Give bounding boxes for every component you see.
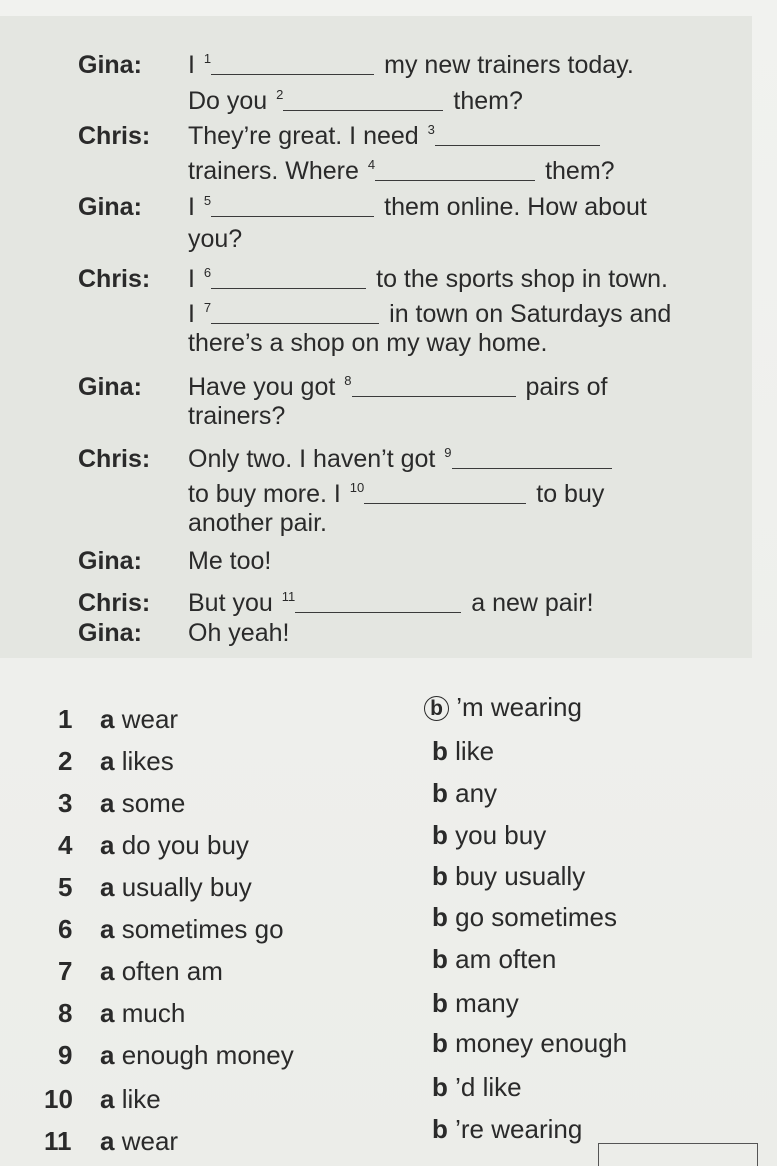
dialogue-line-15 bbox=[78, 546, 271, 576]
option-letter-a: a bbox=[100, 1084, 115, 1114]
dialogue-line-9 bbox=[188, 328, 547, 358]
option-a-text: sometimes go bbox=[121, 914, 284, 944]
line-text: I bbox=[188, 193, 202, 221]
speaker-name: Gina: bbox=[78, 373, 142, 401]
option-b-5 bbox=[432, 861, 585, 891]
line-text: I bbox=[188, 51, 202, 79]
option-a-text: do you buy bbox=[121, 830, 249, 860]
gap-number: 10 bbox=[349, 480, 365, 495]
dialogue-line-4 bbox=[188, 150, 615, 186]
speaker-name: Gina: bbox=[78, 619, 142, 647]
answer-blank-9 bbox=[452, 448, 612, 469]
option-letter-b: b bbox=[432, 988, 448, 1018]
line-text: them online. How about bbox=[384, 193, 647, 221]
option-b-9 bbox=[432, 1028, 627, 1058]
line-text: Have you got bbox=[188, 373, 343, 401]
option-letter-a: a bbox=[100, 1126, 115, 1156]
speaker-name: Chris: bbox=[78, 445, 151, 473]
option-b-6 bbox=[432, 902, 617, 932]
option-letter-b: b bbox=[432, 861, 448, 891]
option-a-text: much bbox=[121, 998, 186, 1028]
option-b-text: any bbox=[455, 778, 498, 808]
option-b-10 bbox=[432, 1072, 522, 1102]
option-letter-b: b bbox=[432, 944, 448, 974]
item-number: 10 bbox=[44, 1084, 73, 1114]
line-text: them? bbox=[545, 157, 615, 185]
line-text: Me too! bbox=[188, 547, 272, 575]
dialogue-line-8 bbox=[188, 293, 671, 329]
dialogue-line-2 bbox=[188, 80, 523, 116]
speaker-name: Gina: bbox=[78, 193, 142, 221]
speaker-name: Chris: bbox=[78, 589, 151, 617]
answer-blank-4 bbox=[375, 160, 535, 181]
line-text: pairs of bbox=[525, 373, 608, 401]
option-a-text: wear bbox=[121, 704, 179, 734]
line-text: you? bbox=[188, 225, 243, 253]
speaker-name: Gina: bbox=[78, 547, 142, 575]
answer-blank-2 bbox=[283, 90, 443, 111]
option-a-text: usually buy bbox=[121, 872, 252, 902]
dialogue-line-1 bbox=[78, 44, 634, 80]
option-row-7 bbox=[58, 956, 223, 986]
item-number: 3 bbox=[58, 788, 73, 818]
line-text: They’re great. I need bbox=[188, 122, 426, 150]
line-text: to the sports shop in town. bbox=[376, 265, 668, 293]
option-b-text: you buy bbox=[455, 820, 547, 850]
gap-number: 1 bbox=[203, 51, 212, 66]
dialogue-line-16 bbox=[78, 582, 594, 618]
option-b-2 bbox=[432, 736, 494, 766]
option-b-text: ’re wearing bbox=[455, 1114, 583, 1144]
line-text: trainers? bbox=[188, 402, 286, 430]
item-number: 7 bbox=[58, 956, 73, 986]
option-letter-a: a bbox=[100, 998, 115, 1028]
line-text: Only two. I haven’t got bbox=[188, 445, 443, 473]
option-letter-b: b bbox=[432, 1114, 448, 1144]
option-row-3 bbox=[58, 788, 185, 818]
gap-number: 8 bbox=[344, 373, 352, 388]
gap-number: 4 bbox=[367, 157, 376, 172]
dialogue-line-10 bbox=[78, 366, 607, 402]
dialogue-line-7 bbox=[78, 258, 668, 294]
dialogue-line-11 bbox=[188, 401, 285, 431]
option-letter-b: b bbox=[432, 778, 448, 808]
circled-answer-b: b bbox=[424, 696, 449, 721]
option-letter-a: a bbox=[100, 956, 115, 986]
dialogue-line-6 bbox=[188, 224, 242, 254]
line-text: to buy more. I bbox=[188, 480, 348, 508]
dialogue-line-17 bbox=[78, 618, 289, 648]
line-text: I bbox=[188, 265, 202, 293]
option-letter-b: b bbox=[432, 902, 448, 932]
option-letter-a: a bbox=[100, 872, 115, 902]
option-letter-a: a bbox=[100, 1040, 115, 1070]
option-b-7 bbox=[432, 944, 556, 974]
speaker-name: Gina: bbox=[78, 51, 142, 79]
option-row-8 bbox=[58, 998, 185, 1028]
gap-number: 3 bbox=[427, 122, 435, 137]
dialogue-line-3 bbox=[78, 115, 600, 151]
option-row-10 bbox=[44, 1084, 161, 1114]
line-text: Do you bbox=[188, 87, 275, 115]
gap-number: 5 bbox=[203, 193, 212, 208]
option-b-text: many bbox=[455, 988, 519, 1018]
option-letter-b: b bbox=[432, 820, 448, 850]
option-letter-b: b bbox=[432, 736, 448, 766]
gap-number: 2 bbox=[276, 87, 284, 102]
item-number: 6 bbox=[58, 914, 73, 944]
answer-blank-11 bbox=[295, 592, 461, 613]
option-b-text: money enough bbox=[455, 1028, 628, 1058]
option-b-text: ’m wearing bbox=[456, 692, 582, 722]
gap-number: 11 bbox=[281, 589, 296, 604]
gap-number: 7 bbox=[203, 300, 212, 315]
line-text: my new trainers today. bbox=[384, 51, 634, 79]
option-row-4 bbox=[58, 830, 249, 860]
option-a-text: likes bbox=[121, 746, 174, 776]
option-row-2 bbox=[58, 746, 174, 776]
dialogue-line-12 bbox=[78, 438, 612, 474]
answer-blank-10 bbox=[364, 483, 526, 504]
speaker-name: Chris: bbox=[78, 122, 151, 150]
option-a-text: like bbox=[121, 1084, 161, 1114]
line-text: to buy bbox=[536, 480, 605, 508]
dialogue-line-5 bbox=[78, 186, 647, 222]
option-letter-a: a bbox=[100, 830, 115, 860]
option-b-text: am often bbox=[455, 944, 557, 974]
item-number: 5 bbox=[58, 872, 73, 902]
option-b-3 bbox=[432, 778, 497, 808]
option-letter-a: a bbox=[100, 704, 115, 734]
option-letter-b: b bbox=[432, 1072, 448, 1102]
option-b-text: like bbox=[455, 736, 495, 766]
option-b-text: ’d like bbox=[455, 1072, 522, 1102]
option-b-text: go sometimes bbox=[455, 902, 617, 932]
option-letter-a: a bbox=[100, 746, 115, 776]
answer-blank-7 bbox=[211, 303, 379, 324]
option-a-text: often am bbox=[121, 956, 223, 986]
option-row-9 bbox=[58, 1040, 294, 1070]
option-a-text: wear bbox=[121, 1126, 179, 1156]
gap-number: 6 bbox=[203, 265, 212, 280]
item-number: 8 bbox=[58, 998, 73, 1028]
option-b-8 bbox=[432, 988, 519, 1018]
item-number: 11 bbox=[44, 1126, 72, 1156]
line-text: I bbox=[188, 300, 202, 328]
line-text: them? bbox=[453, 87, 523, 115]
line-text: trainers. Where bbox=[188, 157, 366, 185]
dialogue-line-13 bbox=[188, 473, 604, 509]
option-b-4 bbox=[432, 820, 546, 850]
answer-blank-6 bbox=[211, 268, 366, 289]
line-text: in town on Saturdays and bbox=[389, 300, 672, 328]
option-row-6 bbox=[58, 914, 284, 944]
option-a-text: some bbox=[121, 788, 186, 818]
line-text: there’s a shop on my way home. bbox=[188, 329, 548, 357]
gap-number: 9 bbox=[444, 445, 452, 460]
option-b-11 bbox=[432, 1114, 582, 1144]
line-text: But you bbox=[188, 589, 280, 617]
item-number: 9 bbox=[58, 1040, 73, 1070]
answer-blank-8 bbox=[352, 376, 516, 397]
item-number: 4 bbox=[58, 830, 73, 860]
option-letter-a: a bbox=[100, 914, 115, 944]
option-a-text: enough money bbox=[121, 1040, 294, 1070]
option-letter-b: b bbox=[432, 1028, 448, 1058]
answer-blank-3 bbox=[435, 125, 600, 146]
option-row-1 bbox=[58, 704, 178, 734]
line-text: another pair. bbox=[188, 509, 327, 537]
dialogue-line-14 bbox=[188, 508, 327, 538]
speaker-name: Chris: bbox=[78, 265, 151, 293]
option-row-11 bbox=[44, 1126, 178, 1156]
item-number: 1 bbox=[58, 704, 73, 734]
answer-blank-5 bbox=[211, 196, 374, 217]
option-row-5 bbox=[58, 872, 252, 902]
item-number: 2 bbox=[58, 746, 73, 776]
option-letter-a: a bbox=[100, 788, 115, 818]
option-b-text: buy usually bbox=[455, 861, 586, 891]
table-edge-fragment bbox=[598, 1143, 758, 1166]
line-text: Oh yeah! bbox=[188, 619, 290, 647]
line-text: a new pair! bbox=[471, 589, 594, 617]
answer-blank-1 bbox=[211, 54, 374, 75]
option-b-1 bbox=[424, 692, 582, 722]
